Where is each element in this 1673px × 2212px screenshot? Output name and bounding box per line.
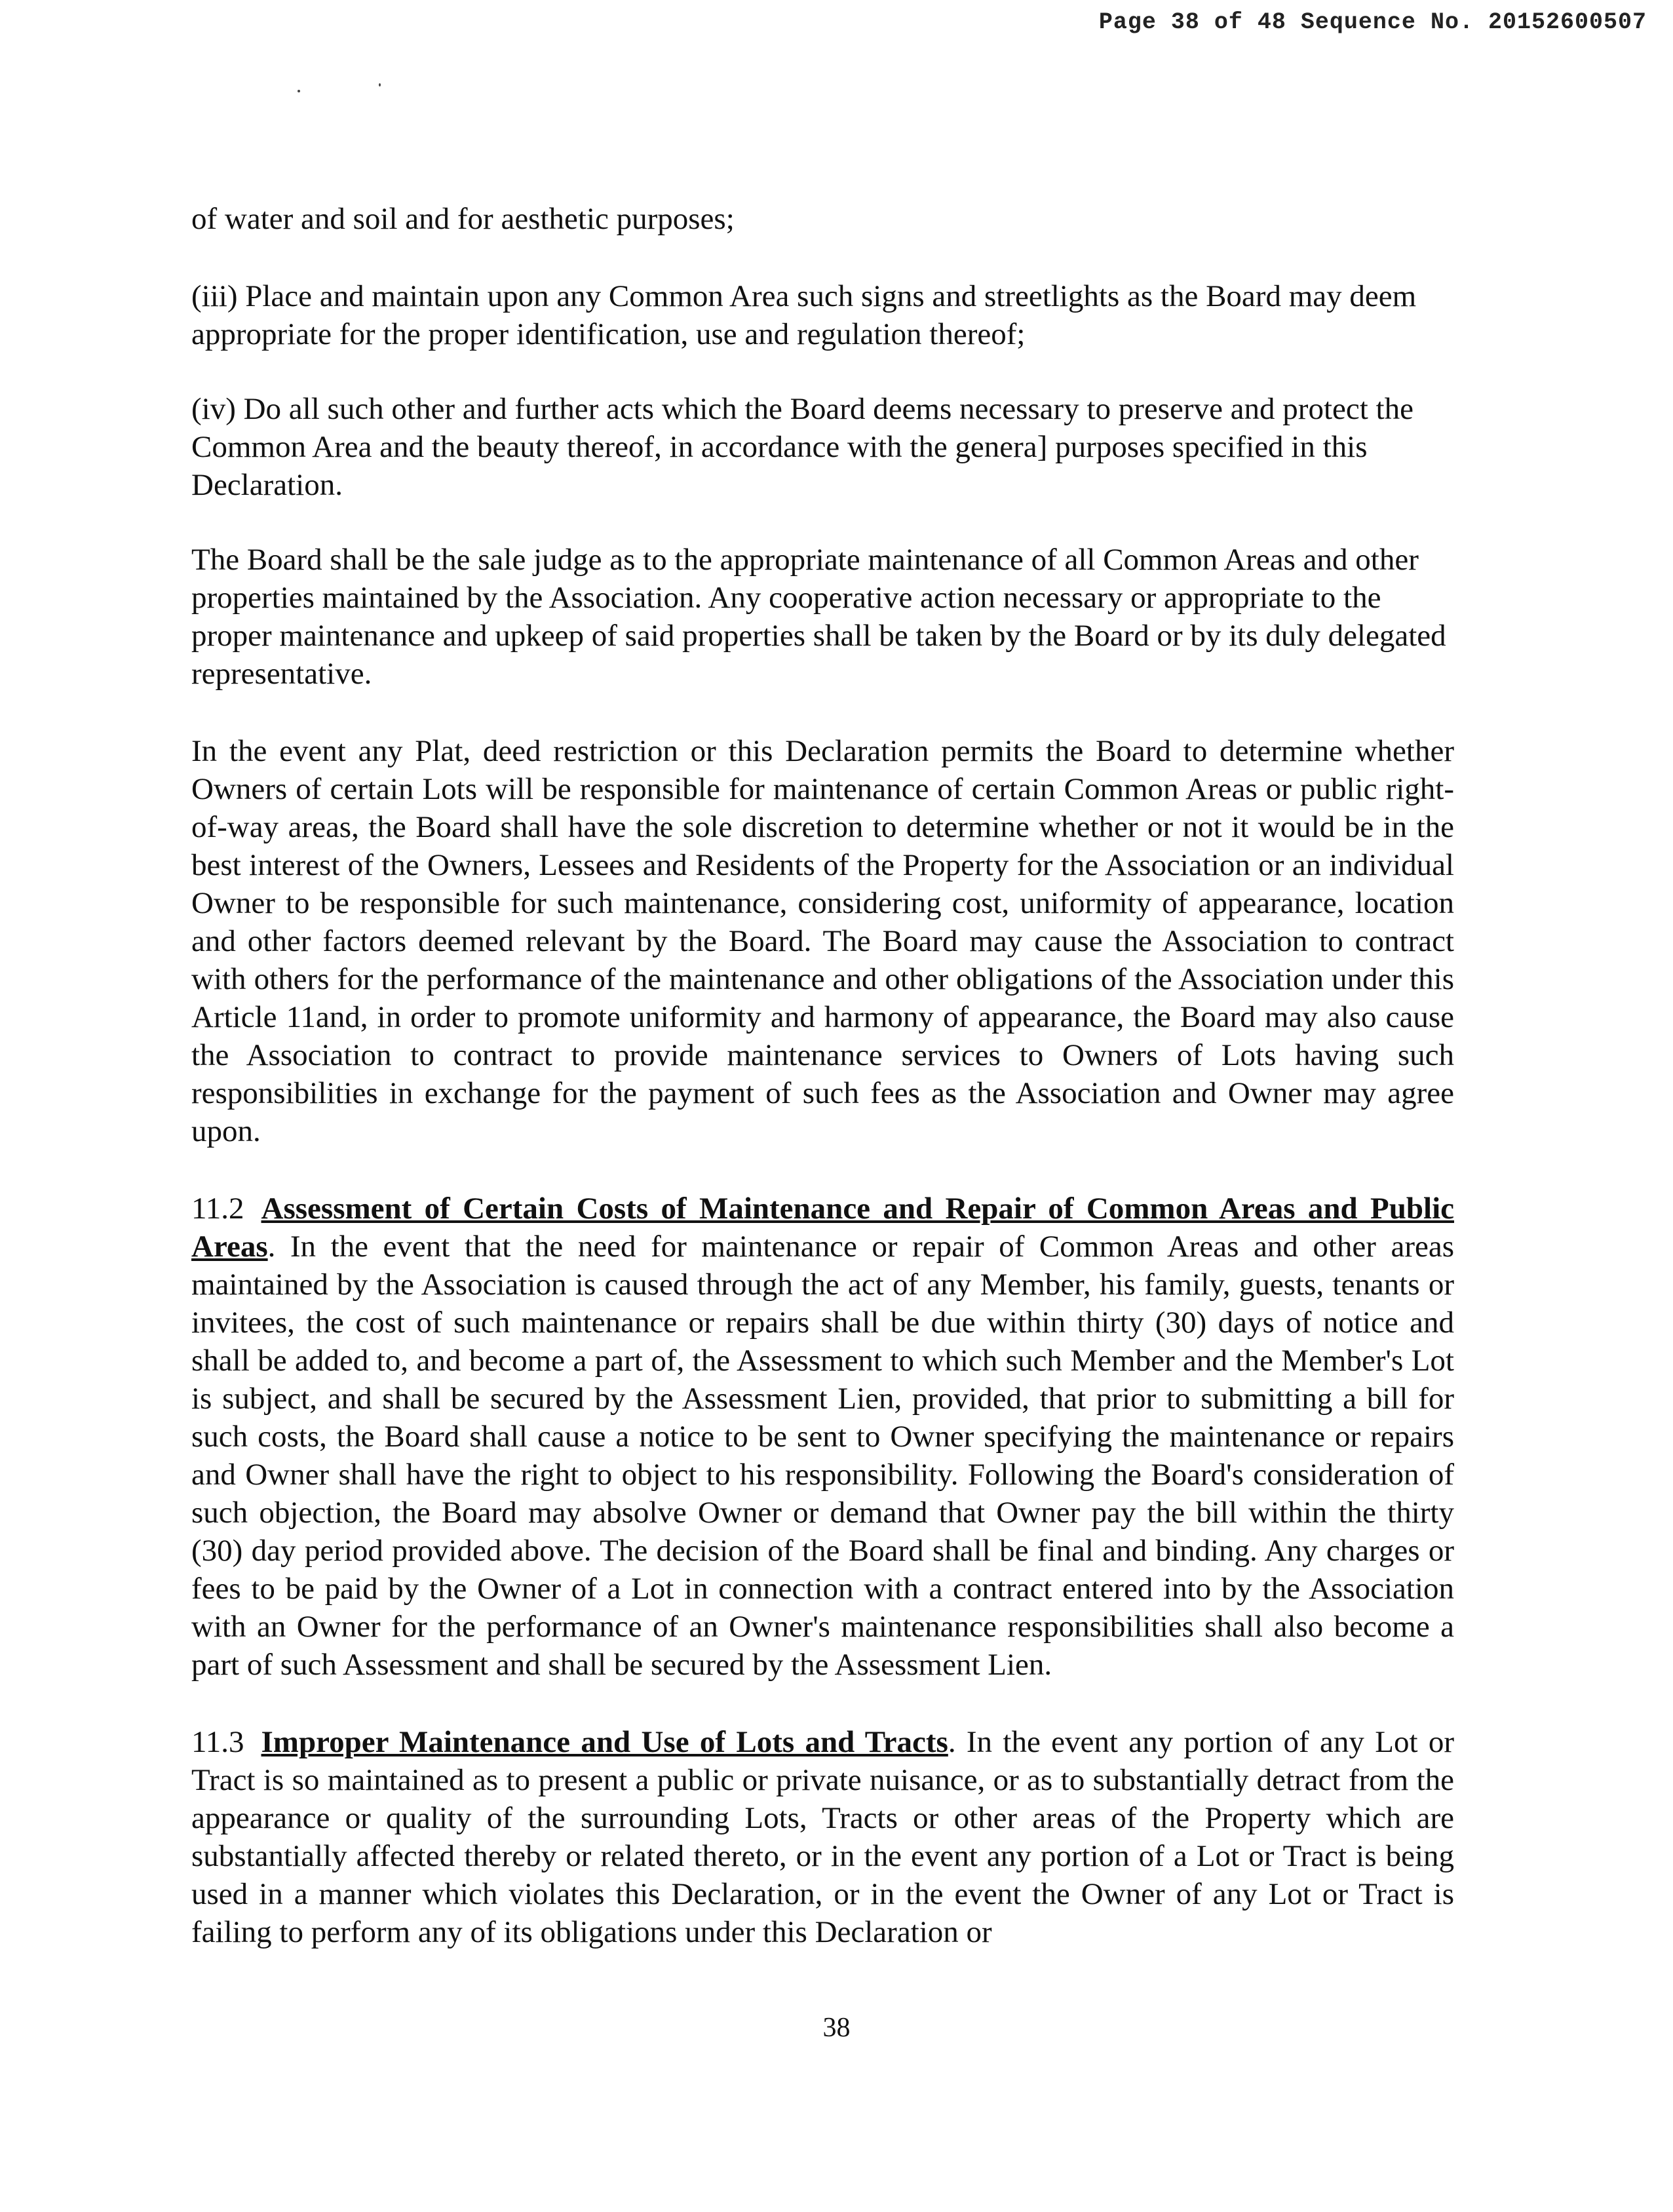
- section-text: . In the event any portion of any Lot or Tract is so maintained as to present a public or private nuisance, or as to substantially detract from the appearance or quality of the surrounding Lots, Tracts or other areas of the Property which are substantially affected thereby or related thereto, or in the event any portion of a Lot or Tract is being used in a manner which violates this Declaration, or in the event the Owner of any Lot or Tract is failing to perform any of its obligations under this Declaration or: [191, 1725, 1454, 1949]
- document-body: [191, 200, 1454, 1990]
- paragraph-item-iv: (iv) Do all such other and further acts which the Board deems necessary to preserve and protect the Common Area and the beauty thereof, in accordance with the genera] purposes specified in this Declaration.: [191, 392, 1413, 502]
- scan-speck: [298, 90, 300, 92]
- paragraph-item-iii: (iii) Place and maintain upon any Common Area such signs and streetlights as the Board may deem appropriate for the proper identification, use and regulation thereof;: [191, 279, 1417, 351]
- paragraph-plat-maintenance: In the event any Plat, deed restriction or this Declaration permits the Board to determine whether Owners of certain Lots will be responsible for maintenance of certain Common Areas or public right-of-way areas, the Board shall have the sole discretion to determine whether or not it would be in the best interest of the Owners, Lessees and Residents of the Property for the Association or an individual Owner to be responsible for such maintenance, considering cost, uniformity of appearance, location and other factors deemed relevant by the Board. The Board may cause the Association to contract with others for the performance of the maintenance and other obligations of the Association under this Article 11and, in order to promote uniformity and harmony of appearance, the Board may also cause the Association to contract to provide maintenance services to Owners of Lots having such responsibilities in exchange for the payment of such fees as the Association and Owner may agree upon.: [191, 734, 1454, 1148]
- scan-speck: [379, 83, 381, 87]
- section-text: . In the event that the need for maintenance or repair of Common Areas and other areas maintained by the Association is caused through the act of any Member, his family, guests, tenants or invitees, the cost of such maintenance or repairs shall be due within thirty (30) days of notice and shall be added to, and become a part of, the Assessment to which such Member and the Member's Lot is subject, and shall be secured by the Assessment Lien, provided, that prior to submitting a bill for such costs, the Board shall cause a notice to be sent to Owner specifying the maintenance or repairs and Owner shall have the right to object to his responsibility. Following the Board's consideration of such objection, the Board may absolve Owner or demand that Owner pay the bill within the thirty (30) day period provided above. The decision of the Board shall be final and binding. Any charges or fees to be paid by the Owner of a Lot in connection with a contract entered into by the Association with an Owner for the performance of an Owner's maintenance responsibilities shall also become a part of such Assessment and shall be secured by the Assessment Lien.: [191, 1230, 1454, 1682]
- sequence-stamp: Page 38 of 48 Sequence No. 20152600507: [1098, 9, 1647, 35]
- page-number: 38: [822, 2013, 851, 2043]
- paragraph-continuation: of water and soil and for aesthetic purposes;: [191, 202, 735, 236]
- section-heading: Improper Maintenance and Use of Lots and Tracts: [261, 1725, 948, 1759]
- section-11-2: [191, 1190, 1454, 1684]
- section-11-3: [191, 1723, 1454, 1951]
- section-number: 11.2: [191, 1192, 244, 1226]
- paragraph-board-judge: The Board shall be the sale judge as to the appropriate maintenance of all Common Areas and other properties maintained by the Association. Any cooperative action necessary or appropriate to the proper maintenance and upkeep of said properties shall be taken by the Board or by its duly delegated representative.: [191, 543, 1446, 691]
- section-heading: Assessment of Certain Costs of Maintenance and Repair of Common Areas and Public Areas: [191, 1192, 1454, 1264]
- section-number: 11.3: [191, 1725, 244, 1759]
